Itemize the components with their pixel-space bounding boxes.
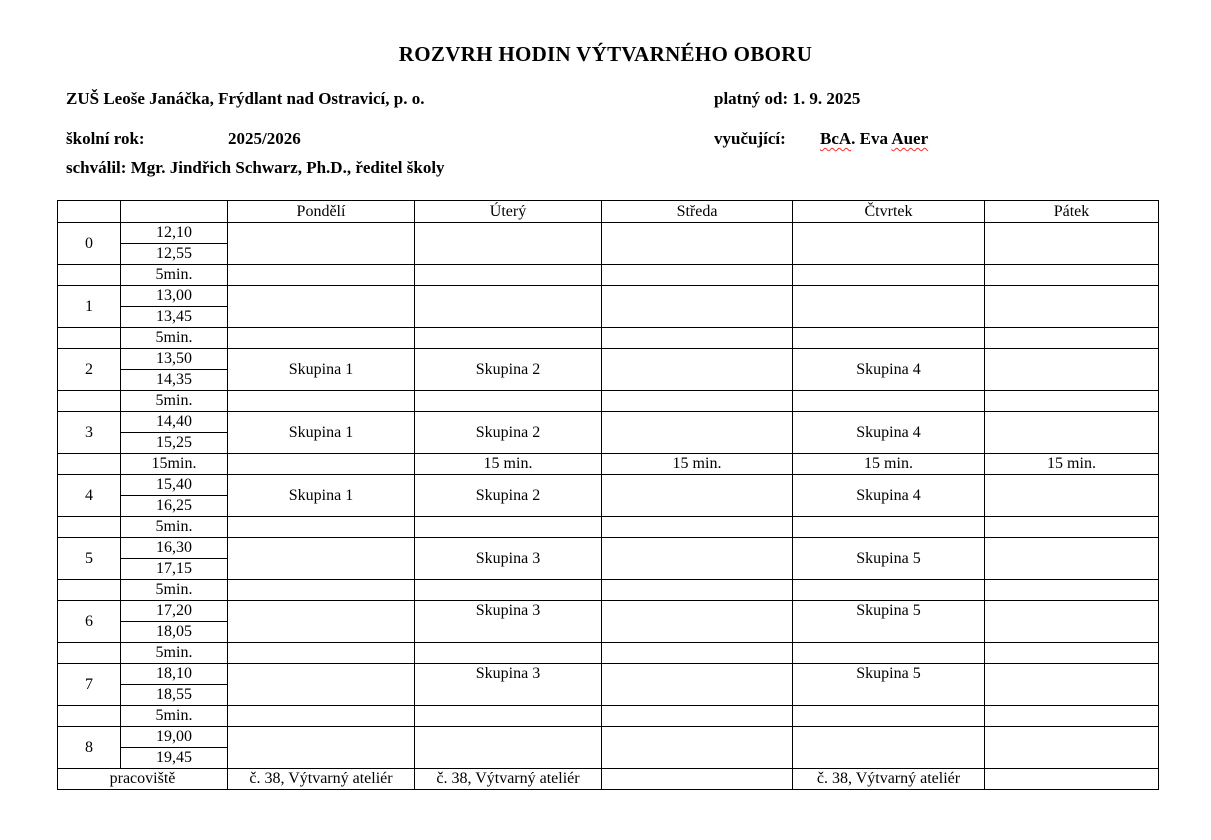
break-day-cell [228,643,415,664]
break-length-cell: 5min. [121,580,228,601]
break-day-cell [228,265,415,286]
lesson-cell [415,286,602,328]
time-start-cell: 13,00 [121,286,228,307]
break-day-cell [602,706,793,727]
lesson-cell [228,664,415,706]
document-title: ROZVRH HODIN VÝTVARNÉHO OBORU [398,42,813,66]
break-row [58,517,1159,538]
break-row [58,265,1159,286]
lesson-cell [985,727,1159,769]
lesson-cell [602,664,793,706]
hour-number-cell: 8 [58,727,121,769]
time-end-cell: 17,15 [121,559,228,580]
break-row [58,580,1159,601]
hour-number-cell: 2 [58,349,121,391]
break-day-cell [602,328,793,349]
day-header-cell: Středa [602,201,793,223]
lesson-cell [985,223,1159,265]
lesson-row [58,664,1159,685]
workplace-day-cell: č. 38, Výtvarný ateliér [415,769,602,790]
lesson-row [58,223,1159,244]
lesson-cell [985,286,1159,328]
lesson-cell [985,601,1159,643]
time-start-cell: 14,40 [121,412,228,433]
break-length-cell: 5min. [121,391,228,412]
break-day-cell [793,643,985,664]
timetable [57,200,1159,790]
lesson-cell: Skupina 1 [228,349,415,391]
time-start-cell: 19,00 [121,727,228,748]
break-length-cell: 15min. [121,454,228,475]
time-start-cell: 12,10 [121,223,228,244]
time-start-cell: 13,50 [121,349,228,370]
lesson-cell: Skupina 2 [415,412,602,454]
workplace-label-cell: pracoviště [58,769,228,790]
lesson-cell [228,223,415,265]
lesson-cell [228,727,415,769]
school-year-value: 2025/2026 [228,129,301,148]
break-day-cell: 15 min. [793,454,985,475]
lesson-cell: Skupina 1 [228,475,415,517]
break-day-cell: 15 min. [415,454,602,475]
hour-number-cell: 1 [58,286,121,328]
teacher-name-prefix-misspelled: BcA [820,129,852,148]
lesson-cell: Skupina 4 [793,475,985,517]
hour-number-cell: 4 [58,475,121,517]
lesson-row [58,601,1159,622]
lesson-cell [985,664,1159,706]
break-day-cell [985,706,1159,727]
workplace-day-cell: č. 38, Výtvarný ateliér [228,769,415,790]
lesson-row [58,349,1159,370]
break-blank-cell [58,265,121,286]
timetable-body [58,201,1159,790]
lesson-cell: Skupina 5 [793,538,985,580]
break-day-cell [228,454,415,475]
lesson-row [58,412,1159,433]
break-length-cell: 5min. [121,265,228,286]
break-day-cell [793,391,985,412]
break-day-cell [985,391,1159,412]
break-blank-cell [58,706,121,727]
break-blank-cell [58,643,121,664]
workplace-day-cell [985,769,1159,790]
break-blank-cell [58,580,121,601]
time-start-cell: 17,20 [121,601,228,622]
time-start-cell: 16,30 [121,538,228,559]
day-header-cell: Pondělí [228,201,415,223]
break-day-cell [793,265,985,286]
break-day-cell [228,706,415,727]
break-blank-cell [58,454,121,475]
lesson-cell [985,538,1159,580]
lesson-row [58,475,1159,496]
hour-number-cell: 0 [58,223,121,265]
lesson-cell: Skupina 5 [793,601,985,643]
break-day-cell: 15 min. [985,454,1159,475]
lesson-cell: Skupina 3 [415,601,602,643]
time-end-cell: 12,55 [121,244,228,265]
lesson-cell [602,475,793,517]
break-day-cell [228,391,415,412]
break-day-cell [985,580,1159,601]
lesson-cell: Skupina 4 [793,412,985,454]
break-day-cell [415,517,602,538]
time-end-cell: 19,45 [121,748,228,769]
lesson-cell [415,223,602,265]
day-header-row [58,201,1159,223]
time-start-cell: 15,40 [121,475,228,496]
break-day-cell [415,328,602,349]
hour-number-cell: 6 [58,601,121,643]
break-length-cell: 5min. [121,517,228,538]
lesson-cell [228,538,415,580]
workplace-day-cell: č. 38, Výtvarný ateliér [793,769,985,790]
break-day-cell: 15 min. [602,454,793,475]
break-day-cell [602,391,793,412]
lesson-cell [602,286,793,328]
break-day-cell [228,328,415,349]
time-end-cell: 15,25 [121,433,228,454]
lesson-cell [602,601,793,643]
lesson-cell: Skupina 1 [228,412,415,454]
teacher-name [820,129,928,149]
break-day-cell [602,265,793,286]
lesson-cell: Skupina 3 [415,664,602,706]
workplace-row [58,769,1159,790]
time-end-cell: 18,55 [121,685,228,706]
lesson-cell: Skupina 2 [415,475,602,517]
break-blank-cell [58,517,121,538]
lesson-cell: Skupina 2 [415,349,602,391]
break-day-cell [602,517,793,538]
day-header-cell: Čtvrtek [793,201,985,223]
time-end-cell: 18,05 [121,622,228,643]
corner-blank-cell [121,201,228,223]
day-header-cell: Úterý [415,201,602,223]
lesson-cell [602,349,793,391]
lesson-row [58,538,1159,559]
break-day-cell [602,643,793,664]
time-start-cell: 18,10 [121,664,228,685]
lesson-cell: Skupina 3 [415,538,602,580]
lesson-cell [602,727,793,769]
break-row [58,391,1159,412]
break-length-cell: 5min. [121,328,228,349]
lesson-cell: Skupina 5 [793,664,985,706]
hour-number-cell: 3 [58,412,121,454]
lesson-cell: Skupina 4 [793,349,985,391]
time-end-cell: 14,35 [121,370,228,391]
break-day-cell [415,643,602,664]
school-name: ZUŠ Leoše Janáčka, Frýdlant nad Ostravicí, p. o. [66,89,425,108]
break-day-cell [415,265,602,286]
workplace-day-cell [602,769,793,790]
lesson-cell [228,601,415,643]
break-day-cell [228,517,415,538]
break-day-cell [985,328,1159,349]
hour-number-cell: 5 [58,538,121,580]
break-blank-cell [58,391,121,412]
break-day-cell [415,391,602,412]
school-year-label: školní rok: [66,129,145,148]
break-length-cell: 5min. [121,643,228,664]
break-day-cell [602,580,793,601]
lesson-cell [602,412,793,454]
lesson-cell [228,286,415,328]
break-row [58,643,1159,664]
break-day-cell [793,517,985,538]
lesson-row [58,727,1159,748]
hour-number-cell: 7 [58,664,121,706]
teacher-name-middle: . Eva [851,129,892,148]
lesson-row [58,286,1159,307]
lesson-cell [793,223,985,265]
break-blank-cell [58,328,121,349]
lesson-cell [985,412,1159,454]
break-day-cell [228,580,415,601]
break-day-cell [793,328,985,349]
time-end-cell: 16,25 [121,496,228,517]
day-header-cell: Pátek [985,201,1159,223]
break-day-cell [985,517,1159,538]
valid-from-text: platný od: 1. 9. 2025 [714,89,861,108]
break-day-cell [415,580,602,601]
break-day-cell [415,706,602,727]
lesson-cell [415,727,602,769]
break-day-cell [985,265,1159,286]
break-day-cell [793,580,985,601]
time-end-cell: 13,45 [121,307,228,328]
lesson-cell [602,538,793,580]
break-row [58,454,1159,475]
teacher-label: vyučující: [714,129,786,148]
break-row [58,706,1159,727]
corner-blank-cell [58,201,121,223]
teacher-name-surname-misspelled: Auer [891,129,929,148]
break-day-cell [793,706,985,727]
break-row [58,328,1159,349]
lesson-cell [985,349,1159,391]
break-length-cell: 5min. [121,706,228,727]
lesson-cell [985,475,1159,517]
lesson-cell [793,286,985,328]
lesson-cell [602,223,793,265]
break-day-cell [985,643,1159,664]
approved-by-line: schválil: Mgr. Jindřich Schwarz, Ph.D., ředitel školy [66,158,445,177]
lesson-cell [793,727,985,769]
